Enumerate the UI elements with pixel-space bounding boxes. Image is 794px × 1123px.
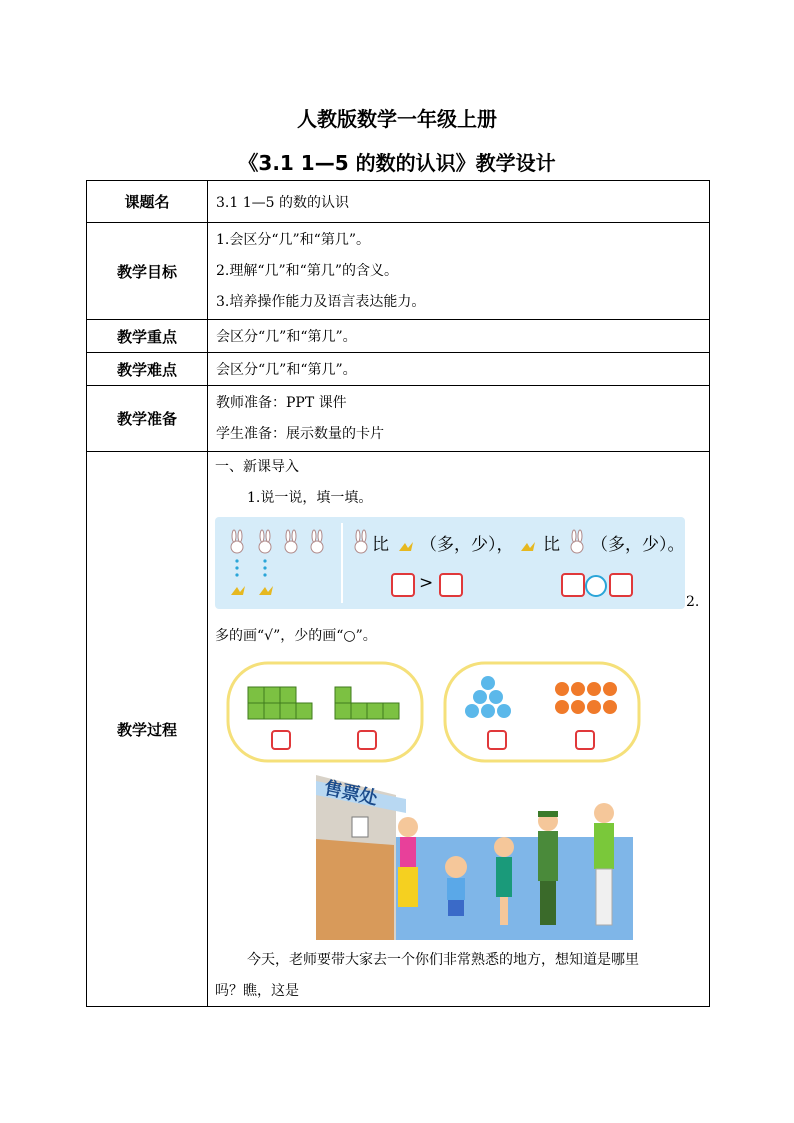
choice-text: （多，少）。 [591,535,685,555]
rabbit-icon [285,530,297,553]
document-subtitle: 《3.1 1—5 的数的认识》教学设计 [238,151,556,175]
row-goals [87,223,710,320]
compare-word: 比 [372,535,389,555]
rabbit-icon [571,530,583,553]
row-difficulty [87,353,710,386]
step-2-number: 2. [686,594,700,610]
value-prep [208,386,710,452]
greater-than-sign: > [419,573,434,593]
label-process: 教学过程 [87,452,208,1007]
paragraph-line-1: 今天，老师要带大家去一个你们非常熟悉的地方，想知道是哪里 [247,952,639,968]
row-key-point [87,320,710,353]
person-soldier [538,811,558,925]
paragraph-line-2: 吗？瞧，这是 [215,983,299,999]
choice-text: （多，少）， [420,535,514,555]
rabbit-icon [355,530,367,553]
row-prep [87,386,710,452]
value-key-point: 会区分“几”和“第几”。 [208,320,710,353]
answer-box [609,573,633,597]
answer-box [561,573,585,597]
prep-teacher: 教师准备：PPT 课件 [216,394,347,411]
person-man [594,803,614,925]
ticket-office-sign: 售票处 [322,777,380,810]
row-process [87,452,710,1007]
section-heading: 一、新课导入 [215,459,299,475]
bird-icon [231,586,245,595]
label-difficulty: 教学难点 [87,353,208,386]
answer-box [391,573,415,597]
rabbit-icon [231,530,243,553]
bird-icon [259,586,273,595]
document-title: 人教版数学一年级上册 [297,107,497,131]
row-topic [87,181,710,223]
value-topic: 3.1 1—5 的数的认识 [208,181,710,223]
circle-slot [585,575,607,597]
value-goals [208,223,710,320]
goal-item: 1.会区分“几”和“第几”。 [216,231,370,248]
value-difficulty: 会区分“几”和“第几”。 [208,353,710,386]
label-goals: 教学目标 [87,223,208,320]
rabbit-icon [311,530,323,553]
label-topic: 课题名 [87,181,208,223]
goal-item: 2.理解“几”和“第几”的含义。 [216,262,398,279]
compare-clouds-image [220,655,660,770]
step-1: 1.说一说，填一填。 [247,490,373,506]
goal-item: 3.培养操作能力及语言表达能力。 [216,293,426,310]
person-woman-pink [398,817,418,907]
bird-icon [399,542,413,551]
label-key-point: 教学重点 [87,320,208,353]
step-2: 多的画“√”，少的画“○”。 [215,628,377,644]
ticket-office-image [316,775,633,940]
rabbit-icon [259,530,271,553]
bird-icon [521,542,535,551]
answer-box [439,573,463,597]
value-process [208,452,710,1007]
lesson-plan-table [86,180,710,1007]
prep-student: 学生准备：展示数量的卡片 [216,425,384,442]
label-prep: 教学准备 [87,386,208,452]
comparison-exercise-image [215,517,685,609]
compare-word: 比 [543,535,560,555]
person-boy [445,856,467,916]
